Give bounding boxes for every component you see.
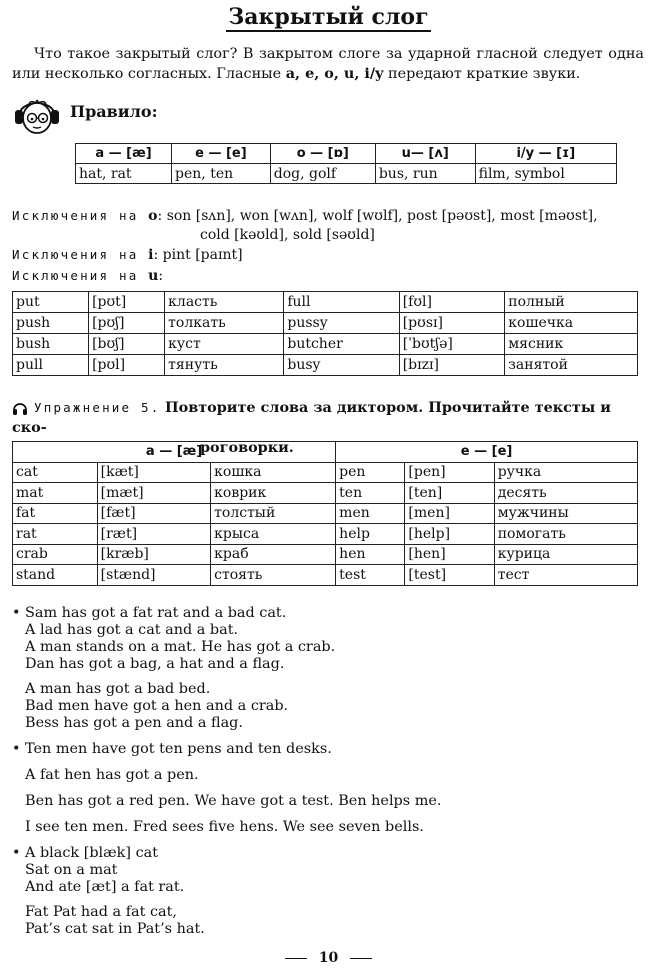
exercise-header-a: a — [æ] <box>13 442 336 463</box>
rule-header-u: u— [ʌ] <box>375 144 475 164</box>
exceptions-i-letter: i <box>148 247 154 263</box>
exceptions-i-label: Исключения на <box>12 247 149 262</box>
table-cell: help <box>336 524 405 545</box>
poem-line: Ten men have got ten pens and ten desks. <box>25 741 332 757</box>
table-cell: [fæt] <box>97 503 211 524</box>
table-cell: fat <box>13 503 98 524</box>
exceptions-o: Исключения на o: son [sʌn], won [wʌn], wolf [wʊlf], post [pəʊst], most [məʊst], cold [kəʊld], sold [səʊld] <box>12 206 652 245</box>
table-cell: [ten] <box>405 483 494 504</box>
table-row <box>13 483 638 504</box>
table-row <box>13 334 638 355</box>
table-row <box>13 462 638 483</box>
table-row <box>76 144 617 164</box>
table-cell: [kæt] <box>97 462 211 483</box>
exceptions-u-label: Исключения на <box>12 268 149 283</box>
exercise-label: Упражнение 5. <box>34 400 161 415</box>
rule-header-o: o — [ɒ] <box>270 144 375 164</box>
exceptions-o-line2: cold [kəʊld], sold [səʊld] <box>200 227 375 243</box>
rule-example-u: bus, run <box>375 164 475 184</box>
table-cell: ten <box>336 483 405 504</box>
table-cell: мужчины <box>494 503 637 524</box>
intro-text-end: передают краткие звуки. <box>383 66 581 82</box>
table-cell: десять <box>494 483 637 504</box>
table-cell: pen <box>336 462 405 483</box>
table-cell: [test] <box>405 565 494 586</box>
table-cell: mat <box>13 483 98 504</box>
rule-label: Правило: <box>70 102 158 121</box>
table-cell: класть <box>165 292 284 313</box>
table-cell: pussy <box>284 313 399 334</box>
table-cell: полный <box>505 292 638 313</box>
poem-line: Sam has got a fat rat and a bad cat. <box>25 605 287 621</box>
exceptions-u: Исключения на u: <box>12 268 164 284</box>
exceptions-o-line1: son [sʌn], won [wʌn], wolf [wʊlf], post [pəʊst], most [məʊst], <box>166 208 598 224</box>
poem-line: A fat hen has got a pen. <box>25 767 199 783</box>
intro-paragraph <box>12 44 644 84</box>
table-row <box>13 565 638 586</box>
table-cell: stand <box>13 565 98 586</box>
poem-line: A man has got a bad bed. <box>25 681 211 697</box>
intro-vowels: a, e, o, u, i/y <box>285 65 384 82</box>
bullet: • <box>12 741 21 757</box>
table-row <box>13 313 638 334</box>
table-cell: [pʊt] <box>89 292 165 313</box>
table-cell: [stænd] <box>97 565 211 586</box>
table-cell: hen <box>336 544 405 565</box>
table-cell: крыса <box>211 524 336 545</box>
poem-line: Sat on a mat <box>25 862 118 878</box>
table-cell: [help] <box>405 524 494 545</box>
table-cell: push <box>13 313 89 334</box>
poem-line: Fat Pat had a fat cat, <box>25 904 177 920</box>
rule-table <box>75 143 617 184</box>
table-row <box>76 164 617 184</box>
table-cell: занятой <box>505 355 638 376</box>
table-cell: men <box>336 503 405 524</box>
rule-example-i: film, symbol <box>475 164 616 184</box>
bullet: • <box>12 845 21 861</box>
stanza-2 <box>12 681 642 732</box>
poem-line: And ate [æt] a fat rat. <box>25 879 185 895</box>
rule-header-i: i/y — [ɪ] <box>475 144 616 164</box>
page-title <box>0 4 657 30</box>
poem-line: I see ten men. Fred sees five hens. We see seven bells. <box>25 819 424 835</box>
table-cell: коврик <box>211 483 336 504</box>
stanza-1 <box>12 605 642 673</box>
table-cell: [pen] <box>405 462 494 483</box>
exercise-instruction-line2: роговорки. <box>200 439 294 456</box>
rule-header-a: a — [æ] <box>76 144 172 164</box>
rule-example-e: pen, ten <box>172 164 271 184</box>
exceptions-i-text: pint [paɪnt] <box>162 247 243 263</box>
table-cell: bush <box>13 334 89 355</box>
intro-text: Что такое закрытый слог? В закрытом слоге за ударной гласной следует одна или несколько согласных. Гласные <box>12 46 644 82</box>
table-cell: [mæt] <box>97 483 211 504</box>
table-cell: [bʊʃ] <box>89 334 165 355</box>
table-cell: ручка <box>494 462 637 483</box>
table-cell: [ˈbʊtʃə] <box>399 334 505 355</box>
rule-example-o: dog, golf <box>270 164 375 184</box>
exceptions-o-label: Исключения на <box>12 208 149 223</box>
bullet: • <box>12 605 21 621</box>
poem-line: Ben has got a red pen. We have got a test. Ben helps me. <box>25 793 442 809</box>
table-row <box>13 355 638 376</box>
table-cell: [hen] <box>405 544 494 565</box>
table-cell: курица <box>494 544 637 565</box>
table-cell: rat <box>13 524 98 545</box>
table-cell: [bɪzɪ] <box>399 355 505 376</box>
table-cell: куст <box>165 334 284 355</box>
table-cell: толстый <box>211 503 336 524</box>
table-cell: busy <box>284 355 399 376</box>
exercise-instruction-line1: Повторите слова за диктором. Прочитайте тексты и ско- <box>12 399 611 436</box>
stanza-3 <box>12 741 642 758</box>
table-row <box>13 524 638 545</box>
tongue-twisters <box>12 605 642 938</box>
student-face-icon <box>12 92 62 136</box>
poem-line: Dan has got a bag, a hat and a flag. <box>25 656 285 672</box>
stanza-5 <box>12 793 642 810</box>
page-number <box>0 950 657 966</box>
table-cell: [pʊl] <box>89 355 165 376</box>
table-cell: кошка <box>211 462 336 483</box>
table-cell: test <box>336 565 405 586</box>
exceptions-u-table <box>12 291 638 376</box>
table-cell: put <box>13 292 89 313</box>
table-cell: butcher <box>284 334 399 355</box>
table-cell: [fʊl] <box>399 292 505 313</box>
table-cell: стоять <box>211 565 336 586</box>
table-cell: [kræb] <box>97 544 211 565</box>
poem-line: Bad men have got a hen and a crab. <box>25 698 289 714</box>
stanza-7 <box>12 845 642 896</box>
poem-line: Bess has got a pen and a flag. <box>25 715 243 731</box>
exceptions-i: Исключения на i: pint [paɪnt] <box>12 247 243 263</box>
table-cell: full <box>284 292 399 313</box>
table-row <box>13 292 638 313</box>
table-cell: мясник <box>505 334 638 355</box>
poem-line: A lad has got a cat and a bat. <box>25 622 239 638</box>
exceptions-o-letter: o <box>148 208 158 224</box>
table-cell: кошечка <box>505 313 638 334</box>
table-row <box>13 503 638 524</box>
table-cell: [pʊʃ] <box>89 313 165 334</box>
poem-line: A black [blæk] cat <box>25 845 159 861</box>
exceptions-u-letter: u <box>148 268 159 284</box>
table-row <box>13 442 638 463</box>
stanza-6 <box>12 819 642 836</box>
table-cell: тянуть <box>165 355 284 376</box>
table-cell: pull <box>13 355 89 376</box>
exercise-table <box>12 441 638 586</box>
exercise-header-e: e — [e] <box>336 442 638 463</box>
stanza-8 <box>12 904 642 938</box>
poem-line: A man stands on a mat. He has got a crab. <box>25 639 336 655</box>
table-cell: [pʊsɪ] <box>399 313 505 334</box>
page-title-text: Закрытый слог <box>228 4 429 30</box>
stanza-4 <box>12 767 642 784</box>
table-cell: краб <box>211 544 336 565</box>
table-cell: тест <box>494 565 637 586</box>
table-cell: [men] <box>405 503 494 524</box>
table-row <box>13 544 638 565</box>
poem-line: Pat’s cat sat in Pat’s hat. <box>25 921 205 937</box>
rule-header-e: e — [e] <box>172 144 271 164</box>
table-cell: толкать <box>165 313 284 334</box>
table-cell: crab <box>13 544 98 565</box>
rule-example-a: hat, rat <box>76 164 172 184</box>
page-number-text: 10 <box>318 950 339 966</box>
table-cell: cat <box>13 462 98 483</box>
table-cell: помогать <box>494 524 637 545</box>
table-cell: [ræt] <box>97 524 211 545</box>
